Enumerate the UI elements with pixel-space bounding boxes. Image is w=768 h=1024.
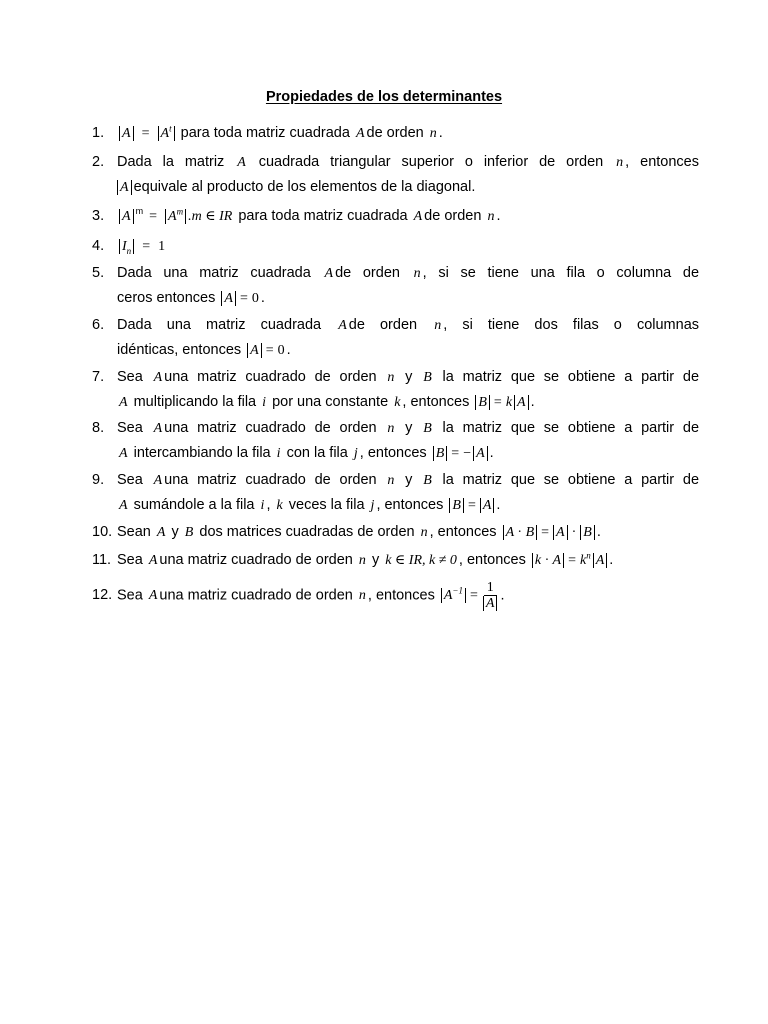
- item-number: 3.: [92, 208, 105, 224]
- list-item: 4. $I_n = 1$: [92, 234, 699, 259]
- page-title: Propiedades de los determinantes: [265, 89, 503, 105]
- item-number: 11.: [92, 552, 112, 568]
- list-item: 6. Dada una matriz cuadrada A de orden n , si tiene dos filas o columnas idénticas, entonces A = 0 .: [92, 313, 699, 363]
- list-item: 10. Sean A y B dos matrices cuadradas de orden n , entonces A · B = A · B .: [92, 520, 699, 545]
- list-item: 5. Dada una matriz cuadrada A de orden n , si se tiene una fila o columna de ceros entonces A = 0 .: [92, 261, 699, 311]
- list-item: 12. Sea A una matriz cuadrado de orden n , entonces $A^{-1}$ = $\frac{1}{A}$ .: [92, 580, 505, 611]
- item-number: 8.: [92, 420, 105, 436]
- item-number: 2.: [92, 154, 105, 170]
- det-A-transpose: $A^t$: [158, 126, 175, 141]
- list-item: 2. Dada la matriz A cuadrada triangular superior o inferior de orden n , entonces A equivale al producto de los elementos de la diagonal.: [92, 150, 699, 200]
- item-number: 12.: [92, 587, 113, 603]
- item-number: 9.: [92, 472, 105, 488]
- item-number: 5.: [92, 265, 105, 281]
- list-item: 8. Sea A una matriz cuadrado de orden n y B la matriz que se obtiene a partir de A intercambiando la fila i con la fila j , entonces B = − A .: [92, 416, 699, 466]
- item-number: 4.: [92, 238, 105, 254]
- item-number: 7.: [92, 369, 105, 385]
- det-A: A: [119, 126, 134, 141]
- list-item: 7. Sea A una matriz cuadrado de orden n y B la matriz que se obtiene a partir de A multiplicando la fila i por una constante k , entonces B = k A .: [92, 365, 699, 415]
- item-number: 6.: [92, 317, 105, 333]
- list-item: 3. A $^m = A^m$ .m ∈ IR para toda matriz cuadrada A de orden n .: [92, 204, 699, 229]
- item-number: 10.: [92, 524, 113, 540]
- list-item: 1. $A = A^t$ para toda matriz cuadrada A de orden n .: [92, 121, 699, 146]
- list-item: 11. Sea A una matriz cuadrado de orden n y k ∈ IR, k ≠ 0 , entonces $k \cdot A = k^n$ A .: [92, 548, 699, 573]
- item-number: 1.: [92, 125, 105, 141]
- list-item: 9. Sea A una matriz cuadrado de orden n y B la matriz que se obtiene a partir de A sumándole a la fila i , k veces la fila j , entonces B = A .: [92, 468, 699, 518]
